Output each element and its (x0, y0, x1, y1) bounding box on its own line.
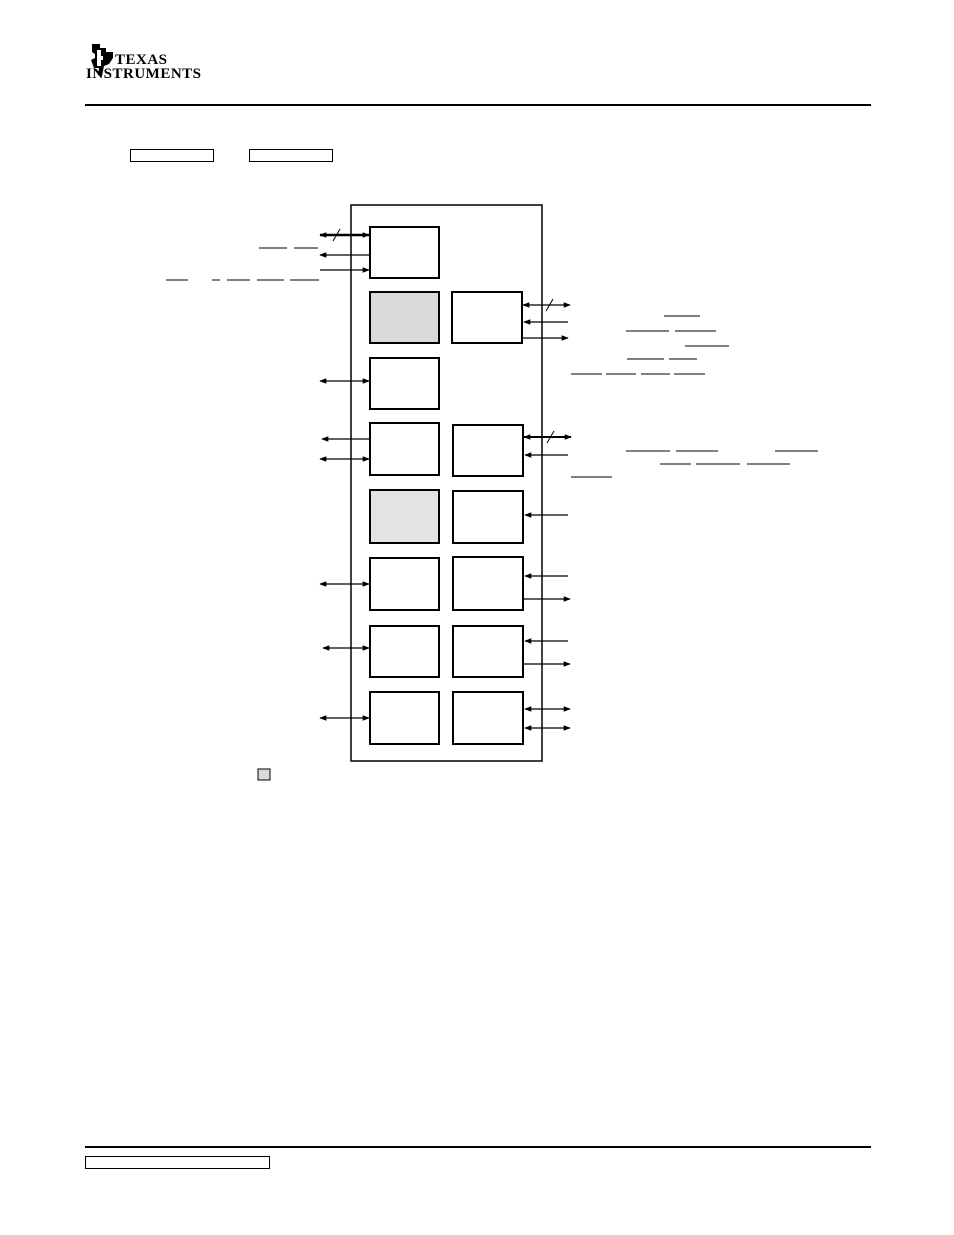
block-right-4 (453, 557, 523, 610)
left-signals (320, 229, 369, 718)
left-signal-overbars (166, 248, 319, 280)
brand-line-2: INSTRUMENTS (86, 66, 202, 82)
brand-line-1: TEXAS (115, 52, 168, 68)
block-left-4 (370, 423, 439, 475)
block-left-6 (370, 558, 439, 610)
right-signals (523, 299, 571, 728)
block-right-6 (453, 692, 523, 744)
block-right-3 (453, 491, 523, 543)
block-left-1 (370, 227, 439, 278)
block-left-3 (370, 358, 439, 409)
block-left-5-shaded (370, 490, 439, 543)
block-left-2-shaded (370, 292, 439, 343)
block-left-7 (370, 626, 439, 677)
footer-document-link[interactable] (85, 1156, 270, 1169)
legend-swatch (258, 769, 270, 780)
block-right-5 (453, 626, 523, 677)
block-right-1 (452, 292, 522, 343)
block-right-2 (453, 425, 523, 476)
footer-rule (85, 1146, 871, 1148)
block-left-8 (370, 692, 439, 744)
right-signal-overbars (571, 316, 818, 477)
